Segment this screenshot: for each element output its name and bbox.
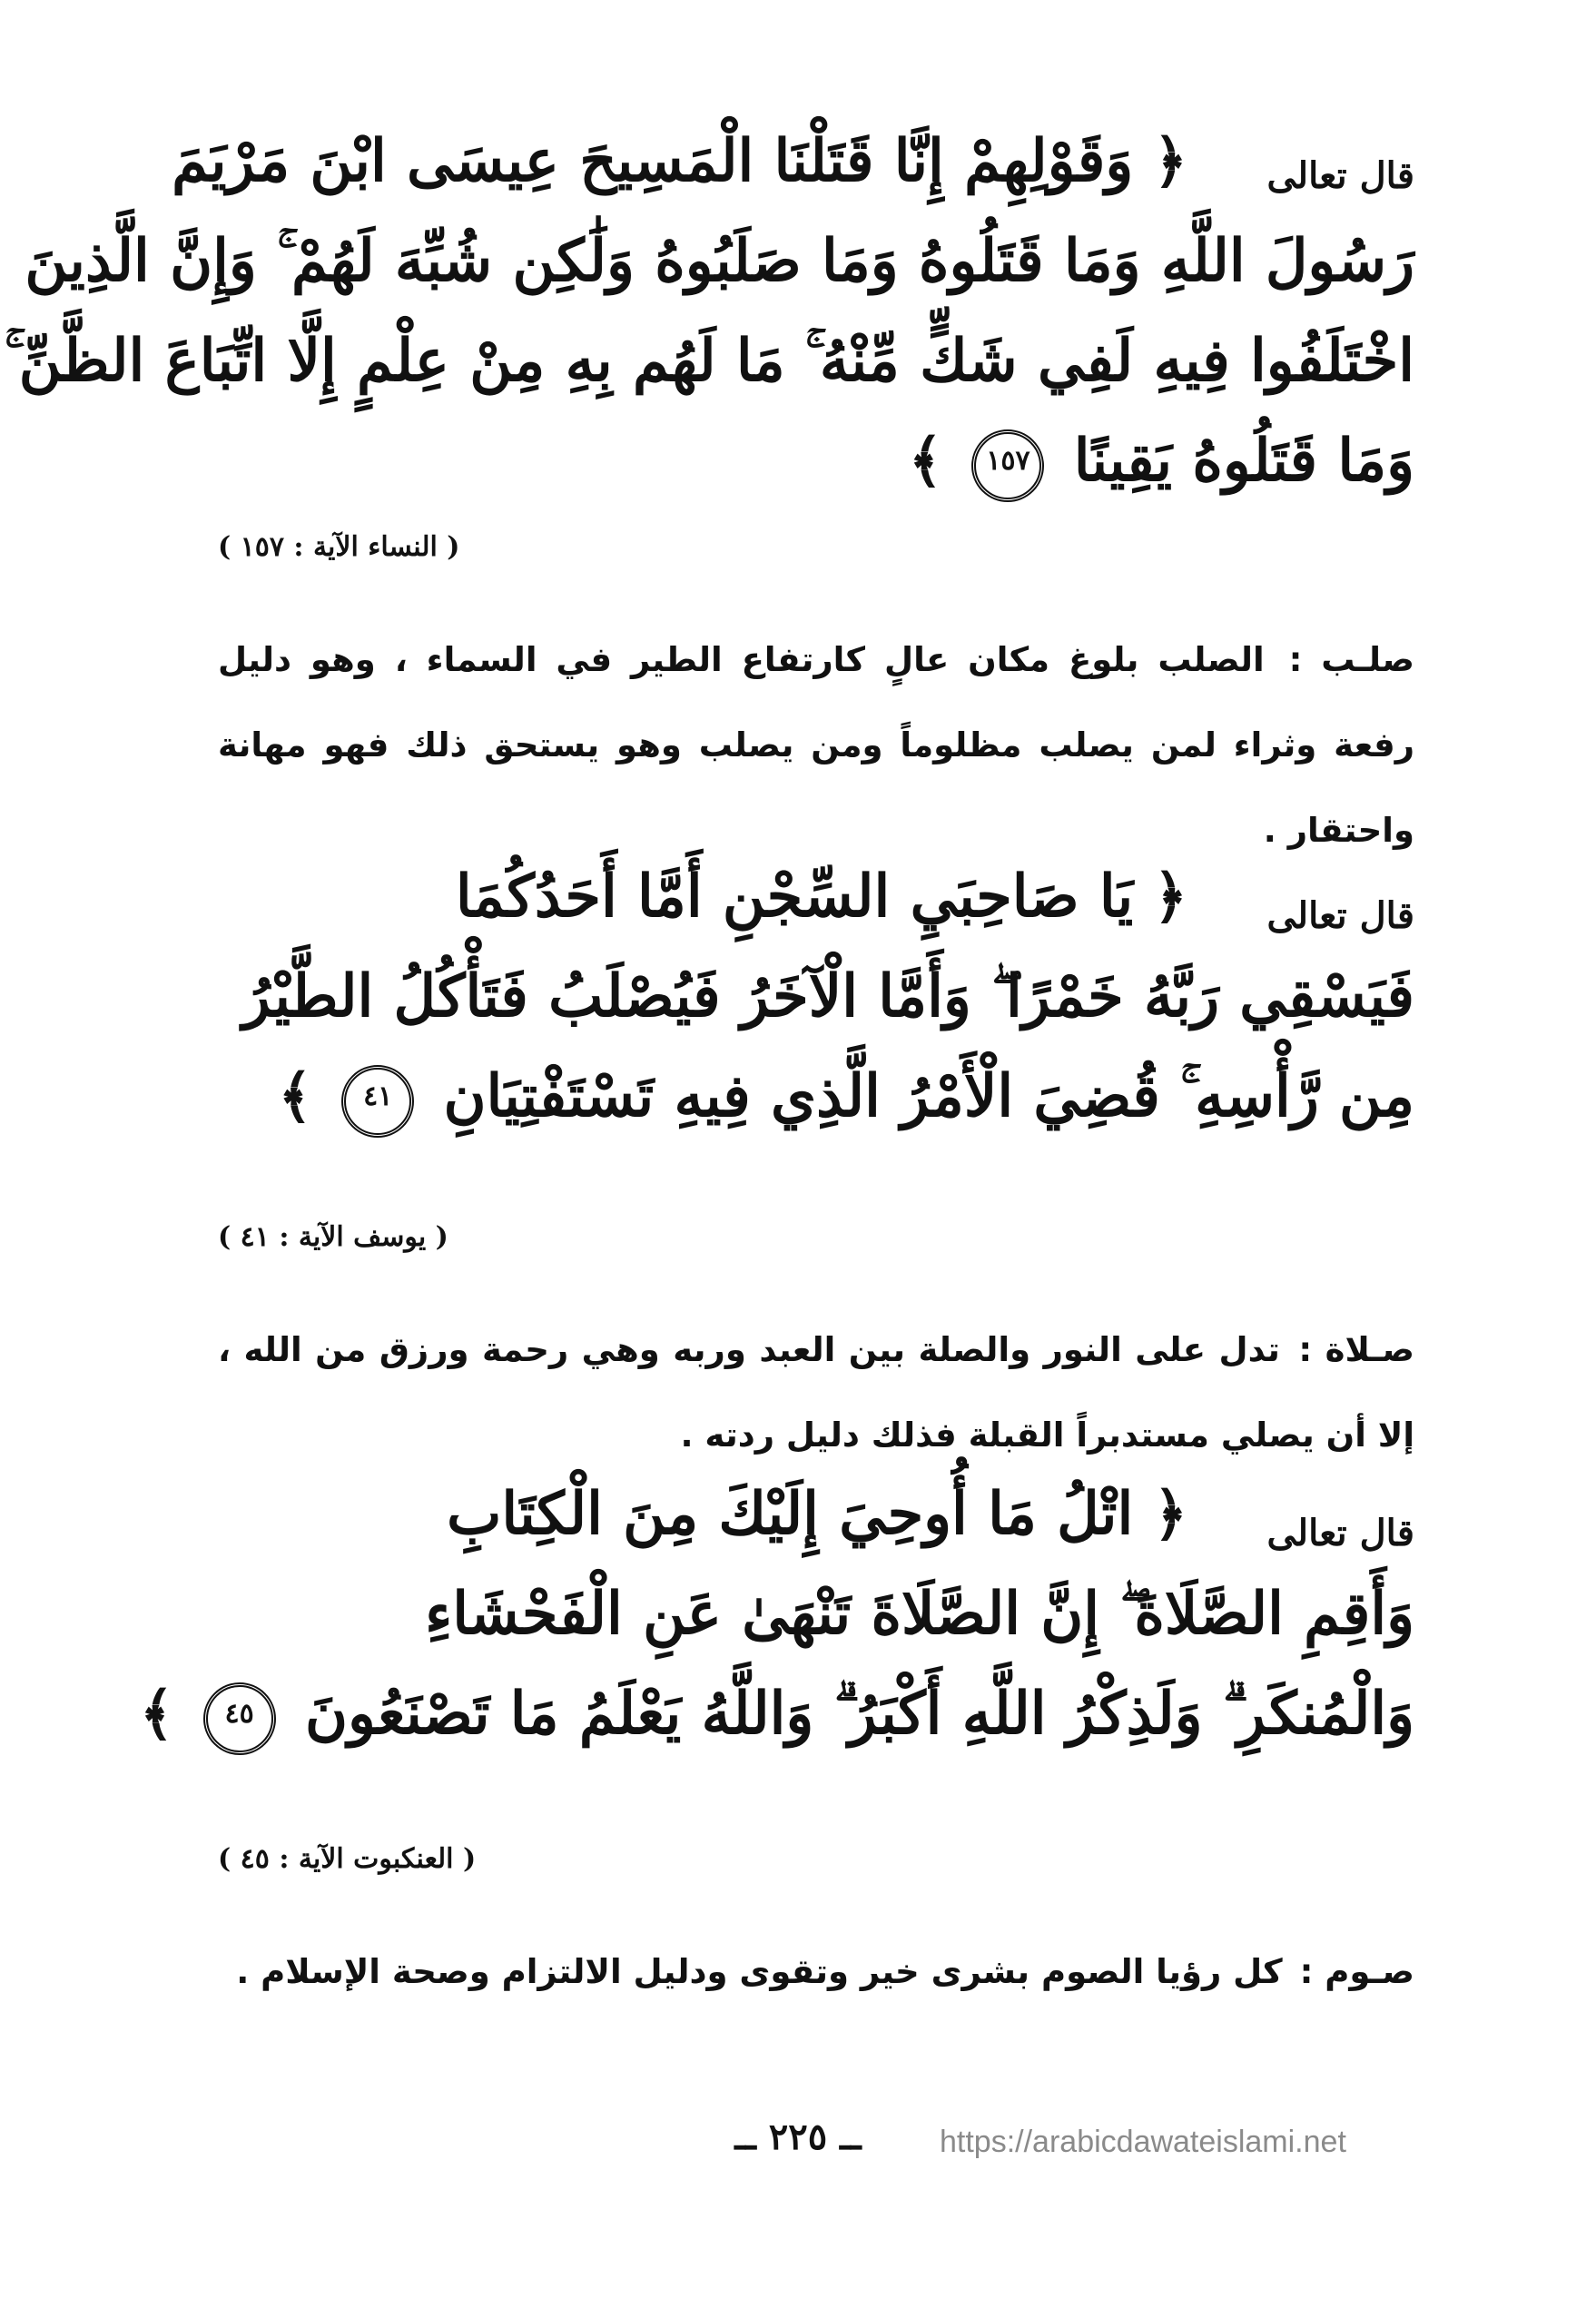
verse-line-last xyxy=(278,1062,1414,1138)
entry-term: صلـب : xyxy=(1288,640,1414,679)
verse-intro: قال تعالى xyxy=(1266,894,1414,937)
verse-block-ankabut xyxy=(139,1480,1414,1825)
watermark-url: https://arabicdawateislami.net xyxy=(940,2125,1346,2159)
verse-intro: قال تعالى xyxy=(1266,1512,1414,1554)
closing-bracket: ﴾ xyxy=(908,427,943,495)
verse-text: وَالْمُنكَرِ ۗ وَلَذِكْرُ اللَّهِ أَكْبَرُ ۗ وَاللَّهُ يَعْلَمُ مَا تَصْنَعُونَ xyxy=(304,1680,1414,1748)
verse-line: ﴿ يَا صَاحِبَيِ السِّجْنِ أَمَّا أَحَدُكُمَا xyxy=(455,863,1187,931)
verse-line: وَأَقِمِ الصَّلَاةَ ۖ إِنَّ الصَّلَاةَ تَنْهَىٰ عَنِ الْفَحْشَاءِ xyxy=(425,1580,1414,1648)
verse-line: فَيَسْقِي رَبَّهُ خَمْرًا ۖ وَأَمَّا الْآخَرُ فَيُصْلَبُ فَتَأْكُلُ الطَّيْرُ xyxy=(241,962,1414,1031)
entry-text: الصلب بلوغ مكان عالٍ كارتفاع الطير في السماء ، وهو دليل رفعة وثراء لمن يصلب مظلوماً ومن يصلب وهو يستحق ذلك فهو مهانة واحتقار . xyxy=(218,640,1414,850)
verse-reference: ( يوسف الآية : ٤١ ) xyxy=(218,1221,448,1253)
entry-text: تدل على النور والصلة بين العبد وربه وهي رحمة ورزق من الله ، إلا أن يصلي مستدبراً القبلة فذلك دليل ردته . xyxy=(218,1330,1414,1455)
ayah-number-marker: ١٥٧ xyxy=(971,429,1044,502)
ayah-number-marker: ٤١ xyxy=(341,1065,414,1138)
ayah-number-marker: ٤٥ xyxy=(203,1682,276,1755)
verse-line: رَسُولَ اللَّهِ وَمَا قَتَلُوهُ وَمَا صَلَبُوهُ وَلَٰكِن شُبِّهَ لَهُمْ ۚ وَإِنَّ الَّذِينَ xyxy=(25,227,1414,295)
verse-intro: قال تعالى xyxy=(1266,154,1414,197)
verse-line-last xyxy=(139,1680,1414,1755)
closing-bracket: ﴾ xyxy=(139,1680,174,1748)
verse-text: وَمَا قَتَلُوهُ يَقِينًا xyxy=(1073,427,1414,495)
dictionary-entry-sawm xyxy=(218,1929,1414,2015)
verse-reference: ( النساء الآية : ١٥٧ ) xyxy=(218,531,460,563)
entry-text: كل رؤيا الصوم بشرى خير وتقوى ودليل الالتزام وصحة الإسلام . xyxy=(236,1952,1283,1991)
closing-bracket: ﴾ xyxy=(278,1062,312,1130)
verse-line: ﴿ وَقَوْلِهِمْ إِنَّا قَتَلْنَا الْمَسِيحَ عِيسَى ابْنَ مَرْيَمَ xyxy=(172,127,1187,195)
verse-line: ﴿ اتْلُ مَا أُوحِيَ إِلَيْكَ مِنَ الْكِتَابِ xyxy=(447,1480,1187,1548)
verse-block-nisa xyxy=(4,100,1414,527)
verse-line: اخْتَلَفُوا فِيهِ لَفِي شَكٍّ مِّنْهُ ۚ مَا لَهُم بِهِ مِنْ عِلْمٍ إِلَّا اتِّبَاعَ الظَّنِّ ۚ xyxy=(4,327,1414,395)
verse-block-yusuf xyxy=(200,863,1414,1189)
entry-term: صـوم : xyxy=(1299,1952,1414,1991)
dictionary-entry-salat xyxy=(218,1307,1414,1478)
dictionary-entry-salb xyxy=(218,617,1414,873)
entry-term: صـلاة : xyxy=(1298,1330,1414,1369)
verse-text: مِن رَّأْسِهِ ۚ قُضِيَ الْأَمْرُ الَّذِي فِيهِ تَسْتَفْتِيَانِ xyxy=(443,1062,1414,1130)
verse-reference: ( العنكبوت الآية : ٤٥ ) xyxy=(218,1843,477,1875)
verse-line-last xyxy=(327,427,1414,502)
page-number: ــ ٢٢٥ ــ xyxy=(734,2116,862,2158)
